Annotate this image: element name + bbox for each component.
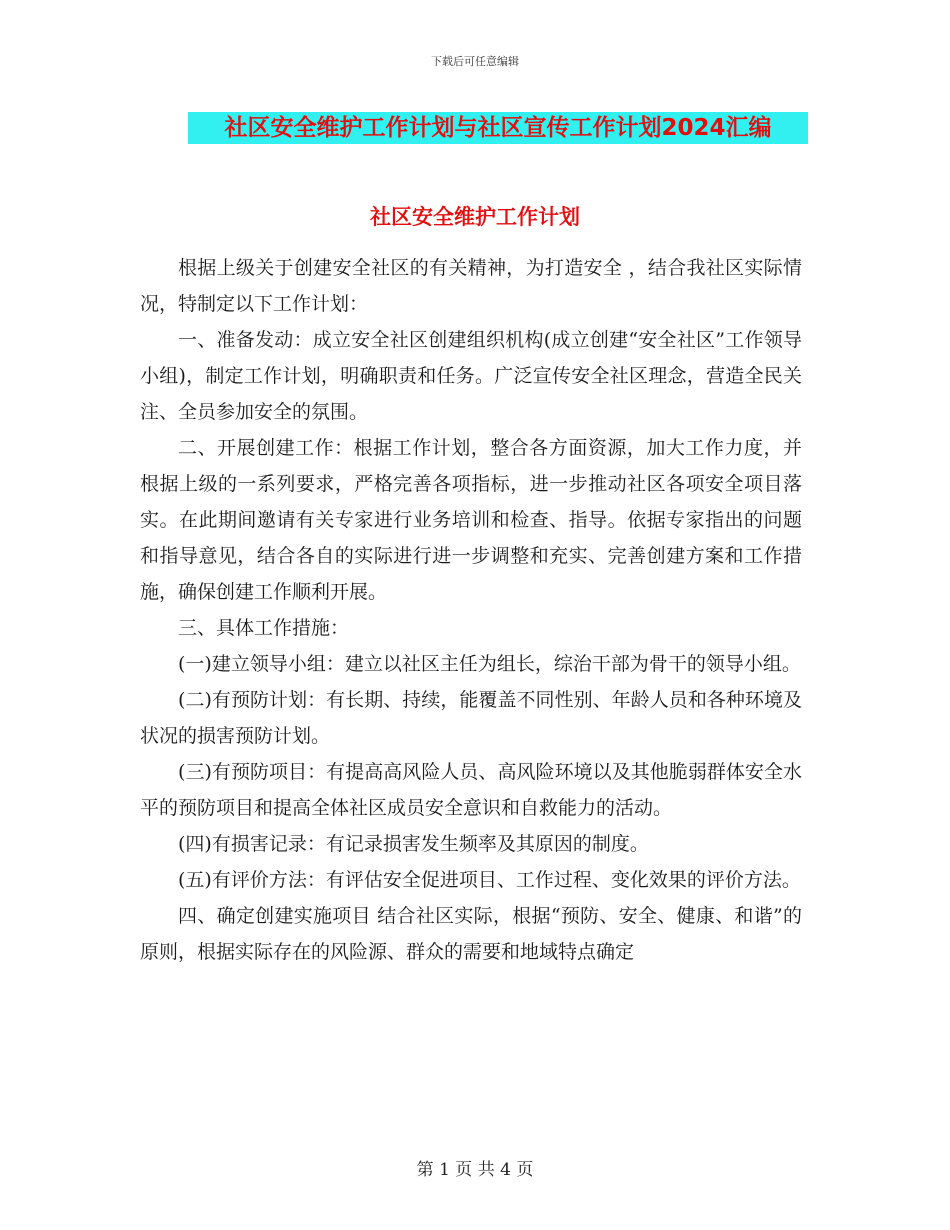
paragraph-measure-1: (一)建立领导小组：建立以社区主任为组长，综治干部为骨干的领导小组。	[178, 653, 801, 675]
paragraph-measure-2: (二)有预防计划：有长期、持续，能覆盖不同性别、年龄人员和各种环境及状况的损害预防计划。	[140, 689, 802, 747]
paragraph-measure-3: (三)有预防项目：有提高高风险人员、高风险环境以及其他脆弱群体安全水平的预防项目和提高全体社区成员安全意识和自救能力的活动。	[140, 761, 802, 819]
page-footer: 第 1 页 共 4 页	[416, 1160, 534, 1180]
paragraph-step-4: 四、确定创建实施项目 结合社区实际，根据“预防、安全、健康、和谐”的原则，根据实际存在的风险源、群众的需要和地域特点确定	[140, 905, 802, 963]
paragraph-step-2: 二、开展创建工作：根据工作计划，整合各方面资源，加大工作力度，并根据上级的一系列要求，严格完善各项指标，进一步推动社区各项安全项目落实。在此期间邀请有关专家进行业务培训和检查、指导。依据专家指出的问题和指导意见，结合各自的实际进行进一步调整和充实、完善创建方案和工作措施，确保创建工作顺利开展。	[140, 437, 802, 603]
paragraph-intro: 根据上级关于创建安全社区的有关精神，为打造安全 ，结合我社区实际情况，特制定以下工作计划：	[140, 257, 802, 315]
section-title: 社区安全维护工作计划	[370, 205, 580, 229]
paragraph-measure-4: (四)有损害记录：有记录损害发生频率及其原因的制度。	[178, 833, 649, 855]
paragraph-measure-5: (五)有评价方法：有评估安全促进项目、工作过程、变化效果的评价方法。	[178, 869, 801, 891]
document-body	[140, 250, 802, 970]
document-title: 社区安全维护工作计划与社区宣传工作计划2024汇编	[188, 112, 808, 144]
paragraph-step-3-heading: 三、具体工作措施：	[178, 617, 350, 639]
paragraph-step-1: 一、准备发动：成立安全社区创建组织机构(成立创建“安全社区”工作领导小组)，制定工作计划，明确职责和任务。广泛宣传安全社区理念，营造全民关注、全员参加安全的氛围。	[140, 329, 802, 423]
header-note: 下载后可任意编辑	[431, 55, 519, 68]
